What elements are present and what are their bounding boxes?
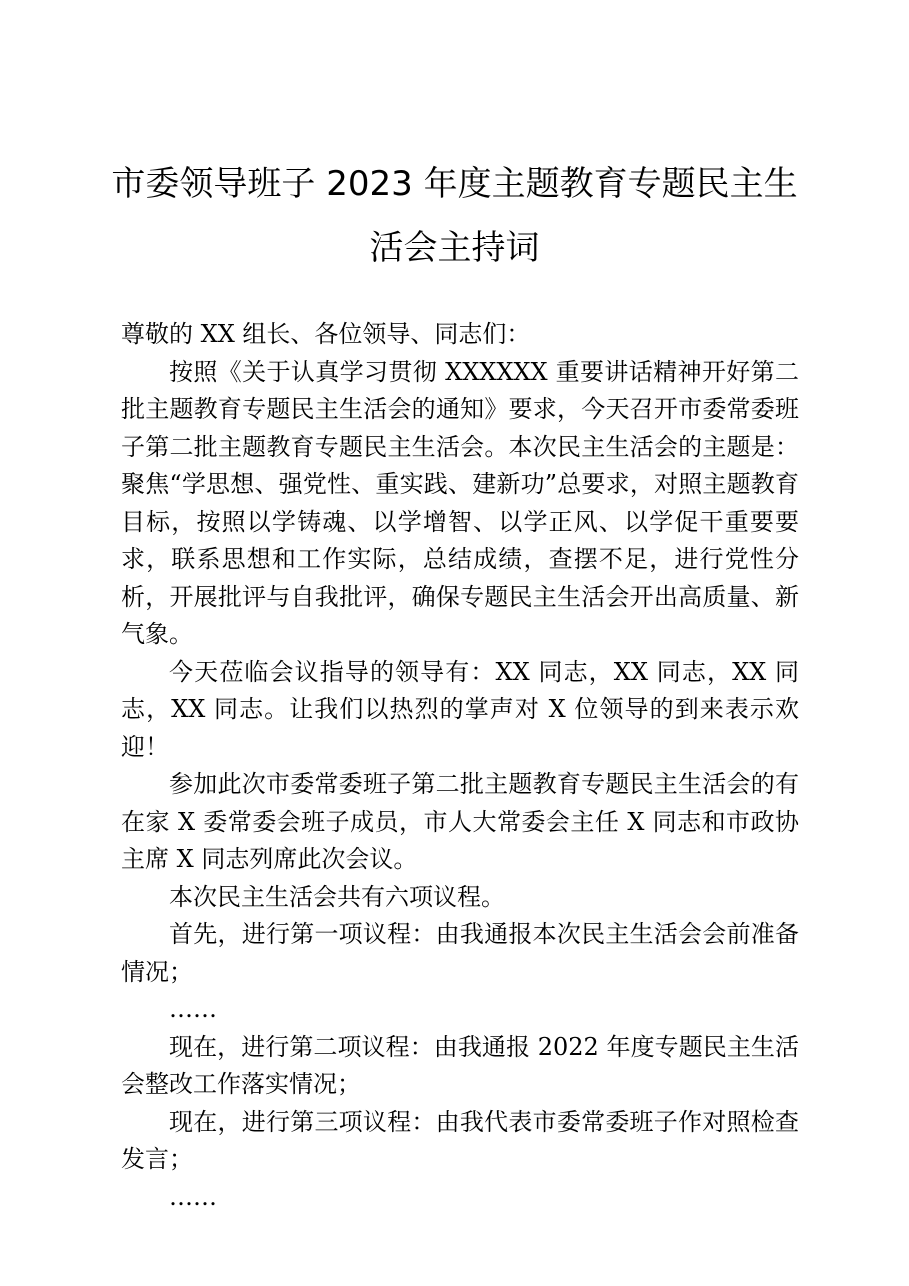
paragraph-agenda-count: 本次民主生活会共有六项议程。 (169, 882, 505, 911)
salutation: 尊敬的 XX 组长、各位领导、同志们： (121, 320, 531, 348)
paragraph-attending-leaders: 今天莅临会议指导的领导有：XX 同志，XX 同志，XX 同志，XX 同志。让我们以热烈的掌声对 X 位领导的到来表示欢迎！ (121, 657, 799, 761)
ellipsis-2: …… (169, 1182, 217, 1211)
document-title-line-1: 市委领导班子 2023 年度主题教育专题民主生 (111, 164, 798, 204)
document-title-line-2: 活会主持词 (369, 228, 540, 268)
paragraph-agenda-item-1: 首先，进行第一项议程：由我通报本次民主生活会会前准备情况； (121, 920, 799, 986)
paragraph-meeting-notice: 按照《关于认真学习贯彻 XXXXXX 重要讲话精神开好第二批主题教育专题民主生活会的通知》要求，今天召开市委常委班子第二批主题教育专题民主生活会。本次民主生活会的主题是：聚焦“学思想、强党性、重实践、建新功”总要求，对照主题教育目标，按照以学铸魂、以学增智、以学正风、以学促干重要要求，联系思想和工作实际，总结成绩，查摆不足，进行党性分析，开展批评与自我批评，确保专题民主生活会开出高质量、新气象。 (121, 357, 799, 648)
paragraph-participants: 参加此次市委常委班子第二批主题教育专题民主生活会的有在家 X 委常委会班子成员，市人大常委会主任 X 同志和市政协主席 X 同志列席此次会议。 (121, 770, 799, 873)
document-body (121, 316, 799, 1216)
paragraph-agenda-item-3: 现在，进行第三项议程：由我代表市委常委班子作对照检查发言； (121, 1107, 799, 1173)
ellipsis-1: …… (169, 995, 217, 1023)
paragraph-agenda-item-2: 现在，进行第二项议程：由我通报 2022 年度专题民主生活会整改工作落实情况； (121, 1032, 799, 1098)
